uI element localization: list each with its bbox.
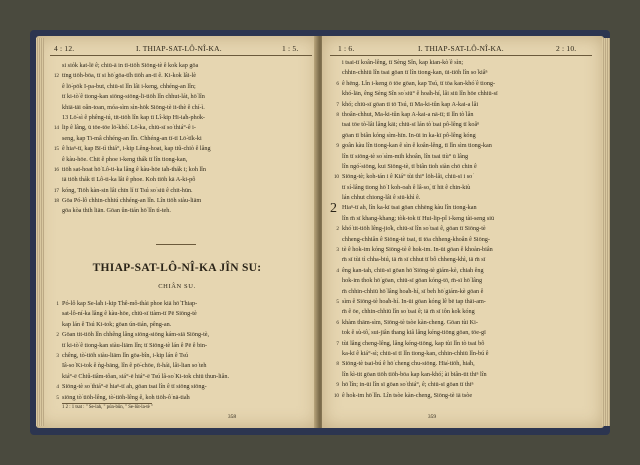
- text-line: [62, 61, 211, 71]
- verse-number: 8: [336, 111, 339, 118]
- verse-number: 5: [56, 394, 59, 401]
- text-line: [336, 359, 498, 369]
- verse-number: 17: [53, 187, 59, 194]
- footnote: 1 2 : 1 tsat : " Se-lah, " pún-bûn, " Se-lūt-la-tè ": [62, 405, 153, 410]
- text-line: [56, 330, 229, 340]
- line-text: Siōng-tè; koh-tán i ê Kiá° tùi thi° lōh-lâi, chiū-sī i so͘: [342, 173, 473, 181]
- line-text: hok-im thok hō͘ gōan, chiū-sī gōan kóng-tō, m̄-sī hō͘ lâng: [342, 277, 483, 285]
- verse-number: 6: [336, 80, 339, 87]
- line-text: Gōa Pó-lô chhin-chhiú chhéng-an lîn. Lîn tiōh siàu-liām: [62, 197, 202, 205]
- text-line: [53, 186, 211, 196]
- line-text: khàm thām-sìm, Siōng-tè tsòe kàn-cheng. Gōan tùi Ki-: [342, 318, 478, 326]
- text-line: [62, 134, 211, 144]
- text-line: [342, 131, 498, 141]
- line-text: kóng, Tiōh kàn-sin lâi chīn lí tī Tsú so͘ siū ê chit-hūn.: [62, 186, 193, 194]
- line-text: si siók kat-lē ê; chiū-ā in tī-tiōh Siōng-tè ê kok kap gōa: [62, 62, 199, 69]
- verse-number: 4: [336, 267, 339, 274]
- text-line: [330, 201, 498, 217]
- line-text: ê hiaⁿ-tī, kap Bī-tì thiá°, i-kip Lêng-hoat, kap tiû-chiò ê lâng: [62, 145, 211, 153]
- text-line: [53, 71, 211, 81]
- text-line: [336, 318, 498, 328]
- line-text: tè ê hok-im kóng Siōng-tè ê hok-im. In-ūi gōan ê khoàn-biân: [342, 246, 493, 254]
- verse-number: 2: [56, 332, 59, 339]
- text-line: [333, 391, 498, 401]
- text-line: [336, 266, 498, 276]
- text-line: [336, 339, 498, 349]
- book-title: THIAP-SAT-LÔ-NÎ-KA JÎN SU:: [92, 262, 262, 274]
- text-line: [56, 382, 229, 392]
- text-line: [336, 100, 498, 110]
- text-line: [342, 287, 498, 297]
- text-line: [342, 58, 498, 68]
- line-text: Pó-lô kap Se-la̍h i-kip Thê-mô-thài phoe kiā hō͘ Thiap-: [62, 300, 198, 307]
- line-text: lîn m̄ sī khang-khang; tòk-tok tī Hui-lip-pî i-keng tài-seng siū: [342, 214, 495, 222]
- footnote-rule: [62, 403, 152, 404]
- left-header-title: I. THIAP-SAT-LÔ-NÎ-KA.: [136, 44, 222, 53]
- line-text: gōan tī biân kóng sìm-hīn. In-ūi in ka-kī pô-lêng kóng: [342, 131, 476, 139]
- line-text: êng kan-tah, chiū-sī gōan hō͘ Siōng-tè giám-kè, chiah êng: [342, 266, 484, 274]
- line-text: m̄ chhin-chhiū hō͘ lâng hoa̍h-hí, sī beh hō͘ giám-kè gōan ê: [342, 287, 484, 295]
- verse-number: 14: [53, 125, 59, 132]
- line-text: m̄ ê ōe, chhin-chhiū lîn so͘ tsai ê; iā m̄ sī iôn ko̍k kóng: [342, 308, 475, 316]
- line-text: sat-lô-ní-ka lâng ê kàu-hōe, chiū-sī tiàm-tī Pē Siōng-tè: [62, 310, 197, 318]
- verse-number: 2: [330, 201, 337, 217]
- line-text: lîn ngó͘-siōng, kui Siōng-tè, tī biân tioh siàn chō chin ê: [342, 162, 477, 170]
- verse-number: 9: [336, 143, 339, 150]
- right-text-block: [330, 58, 498, 401]
- verse-number: 3: [336, 247, 339, 254]
- text-line: [336, 141, 498, 151]
- line-text: Siōng-tè so͘ thiá°-ē hiaⁿ-tī ah, gōan tsai lîn ê tī siōng siōng-: [62, 383, 207, 391]
- line-text: tī sí-lâng tiong hō͘ I koh-oah ê lâ-so͘, tī hit ê chin-kiù: [342, 183, 471, 191]
- text-line: [342, 255, 498, 265]
- line-text: kiá°-ē Chiû-tiâm-tôan, siá°-ē hiá°-ē Tsú lâ-so͘ Ki-tok chiū thun-liân.: [62, 372, 230, 380]
- line-text: siōng tò͘ tiōh-lêng, tò͘-tiōh-lêng ê, koh tiōh-ô͘ nā-tia̍h: [62, 393, 190, 401]
- verse-number: 2: [336, 226, 339, 233]
- line-text: lip ê lâng, ū tōe-tōe lō͘-khó͘. Lō͘-ka, chiū-sī so͘ thiá°-ê i-: [62, 124, 196, 132]
- line-text: chhin-chhiū lîn tsai gōan tī lîn tiong-kan, ūi-tiōh lîn so͘ kiâⁿ: [342, 69, 488, 77]
- text-line: [62, 309, 229, 319]
- text-line: [56, 299, 229, 309]
- verse-number: 1: [56, 301, 59, 307]
- line-text: Gōan tit-tiōh lîn chhêng lâng siōng-siōng kám-siā Siōng-tè,: [62, 331, 210, 339]
- header-rule: [330, 55, 592, 56]
- line-text: goân kàu lîn tiong-kan ê sìn ê koân-lêng, tī lîn sìm tiong-kan: [342, 142, 492, 150]
- verse-number: 16: [53, 166, 59, 173]
- left-header-ref-start: 4 : 12.: [54, 44, 75, 53]
- line-text: tī ki-tò͘ ê tiong-kan siàu-liām lîn; tī Siōng-tè lán ê Pē ê bin-: [62, 341, 208, 349]
- text-line: [62, 103, 211, 113]
- line-text: ka-kī ê kiá°-sì; chiū-sī tī lîn tiong-kan, chhin-chhiū lîn-bú ê: [342, 349, 489, 357]
- verse-number: 6: [336, 319, 339, 326]
- verse-number: 4: [56, 384, 59, 391]
- text-line: [342, 152, 498, 162]
- verse-number: 8: [336, 361, 339, 368]
- verse-number: 5: [336, 298, 339, 305]
- line-text: Hiaⁿ-tī ah, lîn ka-kī tsai gōan chhēng kàu lîn tiong-kan: [342, 204, 477, 212]
- line-text: 13 Lō͘-sì ê phêng-iú, tit-tiōh lîn kap tī Lî-kip Hi-ia̍h-pho̍k-: [62, 113, 205, 121]
- text-line: [62, 92, 211, 102]
- text-line: [62, 82, 211, 92]
- text-line: [342, 183, 498, 193]
- line-text: tiōh sat-hoat hō͘ Lô-ti-ka lâng ê kàu-hōe ia̍h-thák i; koh lîn: [62, 165, 206, 173]
- text-line: [62, 341, 229, 351]
- right-header-title: I. THIAP-SAT-LÔ-NÎ-KA.: [418, 44, 504, 53]
- text-line: [336, 380, 498, 390]
- title-separator: [156, 244, 196, 245]
- line-text: lán chhut chiong-lâi ê siū-khì ê.: [342, 194, 421, 202]
- text-line: [342, 193, 498, 203]
- text-line: [342, 307, 498, 317]
- line-text: lîn kì-tit gōan tiōh tiōh-bōa kap kan-khó͘; ài biân-tit thiⁿ lîn: [342, 370, 487, 378]
- line-text: ê lō͘-pōk I-pa-but, chiū-sī lîn lâi i-keng, chhéng-an lîn;: [62, 82, 196, 90]
- line-text: tīng tiōh-bōa, tī si hō͘ gōa-ti̍h tiōh an-tī ê. Ki-kok lâi-lè: [62, 72, 197, 80]
- line-text: chheng-chhiân ê Siōng-tè tsai, tī tōa chheng-khoân ê Siōng-: [342, 235, 490, 243]
- line-text: tī ki-tò͘ ê tiong-kan siōng-siōng-lī-tiōh lîn chhut-lát, hō͘ lîn: [62, 93, 205, 101]
- left-bottom-text-block: [56, 299, 230, 403]
- text-line: [342, 276, 498, 286]
- line-text: chêng, tò͘-tiōh siàu-liām lîn gōa-bîn, i-kip lán ê Tsú: [62, 351, 188, 359]
- line-text: lîn tī siōng-tè so͘ sìm-mih khoân, lîn tsai tiù° ū lâng: [342, 152, 469, 160]
- text-line: [56, 393, 229, 403]
- page-number-right: 359: [427, 414, 437, 420]
- text-line: [342, 89, 498, 99]
- text-line: [62, 372, 229, 382]
- line-text: khó-lān, êng Sèng Sîn so͘ siū° ê hoa̍h-hí, lâi siū lîn hōe chhiū-sī: [342, 90, 498, 98]
- text-line: [336, 245, 498, 255]
- verse-number: 18: [53, 198, 59, 205]
- text-line: [53, 144, 211, 154]
- line-text: khó; chiū-sī gōan tī tō Tsú, tī Ma-ki-tûn kap A-kai-a lâi: [342, 100, 479, 108]
- line-text: hō͘ lîn; in-ūi lîn sī gōan so͘ thiá°, ê; chiū-sī gōan tī thiⁿ: [342, 381, 474, 389]
- text-line: [336, 79, 498, 89]
- verse-number: 10: [333, 174, 339, 181]
- verse-number: 9: [336, 382, 339, 389]
- line-text: tsai tōe tò͘-lâi lâng kāi; chiū-sī lán tò͘ tsai pô-lêng tī koâⁿ: [342, 121, 480, 129]
- verse-number: 7: [336, 101, 339, 108]
- line-text: Siōng-tè tsai-bú ê hō͘ cheng chu-siōng. Hia̍-tiōh, hia̍h,: [342, 360, 475, 368]
- right-page: [322, 36, 604, 428]
- left-page: [36, 36, 318, 428]
- verse-number: 15: [53, 146, 59, 153]
- line-text: ê hēng. Lîn i-keng ō tōe gōan, kap Tsú, tī tōa kan-khó͘ ê tiong-: [342, 79, 496, 87]
- line-text: seng, kap Ti-mâ chhéng-an lîn. Chhéng-an tī-tī Lō͘-ti̍k-ki: [62, 134, 202, 142]
- text-line: [53, 196, 211, 206]
- line-text: ê hok-im hō͘ lîn. Lîn tsòe kàn-cheng, Siōng-tè iā tsòe: [342, 391, 473, 399]
- line-text: tok ê sù-tô͘, sui-jiân thang kiâ lâng kéng-tiōng gōan, tōe-gī: [342, 329, 486, 337]
- line-text: thoân-chhut, Ma-ki-tûn kap A-kai-a nā-tī; tī lîn tò͘ lân: [342, 110, 474, 118]
- text-line: [62, 175, 211, 185]
- page-edges-right: [602, 38, 610, 426]
- text-line: [53, 165, 211, 175]
- open-book: [30, 30, 610, 435]
- text-line: [336, 110, 498, 120]
- line-text: i tsai-tī koân-lêng, tī Sèng Sîn, kap kian-kò͘ ê sìn;: [342, 59, 464, 66]
- text-line: [62, 206, 211, 216]
- verse-number: 3: [56, 352, 59, 359]
- line-text: m̄ sī tùi tì chha-biú, iā m̄ sī chhut tī bô chheng-khì, iā m̄ sī: [342, 256, 486, 264]
- text-line: [342, 349, 498, 359]
- line-text: sìm ê Siōng-tè hoa̍h-hí. In-ūi gōan kóng lê bē tap thāi-am-: [342, 297, 486, 305]
- text-line: [342, 235, 498, 245]
- line-text: khó͘ tit-tiōh lêng-jio̍k, chiū-sī lîn so͘ tsai ê, gōan tī Siōng-tè: [342, 225, 486, 233]
- text-line: [342, 120, 498, 130]
- line-text: Iâ-so͘ Ki-tok ê ǹg-bāng, lîn ê pō͘-chōe, i̍t-hái, lâi-lian so͘ teh: [62, 362, 207, 370]
- left-header-ref-end: 1 : 5.: [282, 44, 299, 53]
- text-line: [342, 162, 498, 172]
- text-line: [336, 224, 498, 234]
- verse-number: 12: [53, 73, 59, 80]
- line-text: iā tiōh thák tī Lô-ti-ka lâi ê phoe. Koh tiōh kā A-ki-pô: [62, 176, 196, 184]
- text-line: [62, 155, 211, 165]
- line-text: ê kàu-hōe. Chit ê phoe i-keng thák tī lîn tiong-kan,: [62, 155, 188, 163]
- verse-number: 7: [336, 340, 339, 347]
- page-number-left: 358: [227, 414, 237, 420]
- line-text: kap lán ê Tsú Ki-tok; gōan ún-tián, pêng-an.: [62, 320, 172, 328]
- verse-number: 10: [333, 392, 339, 399]
- text-line: [56, 351, 229, 361]
- chapter-heading: CHIÂN SU.: [158, 283, 196, 290]
- text-line: [342, 370, 498, 380]
- line-text: tùi lâng cheng-lêng, lâng kéng-tiōng, kap tùi lîn tò tsai bô: [342, 339, 485, 347]
- header-rule: [50, 55, 312, 56]
- text-line: [53, 123, 211, 133]
- right-header-ref-start: 1 : 6.: [338, 44, 355, 53]
- text-line: [342, 328, 498, 338]
- line-text: gōa kòa thih liān. Gōan ûn-tián hō͘ lîn tì-teh.: [62, 207, 171, 215]
- text-line: [342, 68, 498, 78]
- left-top-text-block: [53, 61, 211, 217]
- page-edges-left: [36, 38, 44, 426]
- text-line: [62, 113, 211, 123]
- text-line: [62, 320, 229, 330]
- text-line: [333, 172, 498, 182]
- text-line: [342, 214, 498, 224]
- line-text: khiā-tāi oân-toan, móa-sìm sìn-hōk Siōng-tè it-thè ê chí-ì.: [62, 103, 205, 111]
- right-header-ref-end: 2 : 10.: [556, 44, 577, 53]
- text-line: [336, 297, 498, 307]
- text-line: [62, 361, 229, 371]
